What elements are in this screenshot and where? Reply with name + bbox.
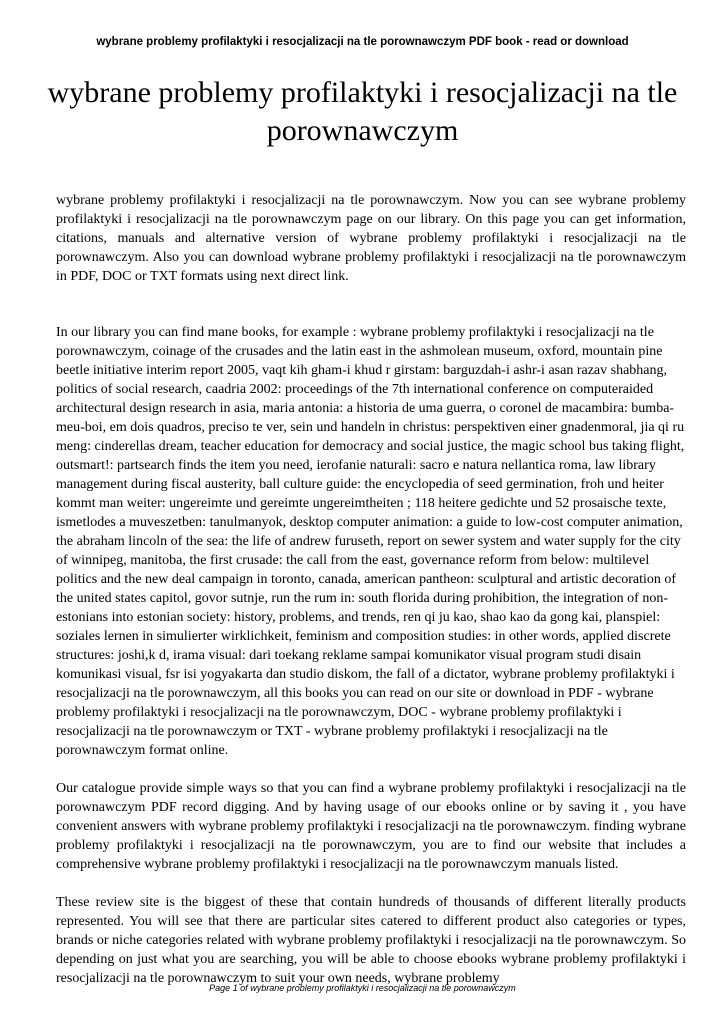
document-body [56,191,686,988]
review-site-paragraph: These review site is the biggest of these that contain hundreds of thousands of different literally products represented. You will see that there are particular sites catered to different product also categories or types, brands or niche categories related with wybrane problemy profilaktyki i resocjalizacji na tle porownawczym. So depending on just what you are searching, you will be able to choose ebooks wybrane problemy profilaktyki i resocjalizacji na tle porownawczym to suit your own needs, wybrane problemy [56,895,686,986]
catalogue-paragraph: Our catalogue provide simple ways so that you can find a wybrane problemy profilaktyki i resocjalizacji na tle porownawczym PDF record digging. And by having usage of our ebooks online or by saving it , you have convenient answers with wybrane problemy profilaktyki i resocjalizacji na tle porownawczym. finding wybrane problemy profilaktyki i resocjalizacji na tle porownawczym, you are to find our website that includes a comprehensive wybrane problemy profilaktyki i resocjalizacji na tle porownawczym manuals listed. [56,781,686,872]
page-footer: Page 1 of wybrane problemy profilaktyki i resocjalizacji na tle porownawczym [209,983,516,993]
page-title: wybrane problemy profilaktyki i resocjalizacji na tle porownawczym [47,76,678,147]
library-books-paragraph: In our library you can find mane books, for example : wybrane problemy profilaktyki i resocjalizacji na tle porownawczym, coinage of the crusades and the latin east in the ashmolean museum, oxford, mountain pine beetle initiative interim report 2005, vaqt kih gham-i khud r girstam: barguzdah-i ashr-i asan razav shabhang, politics of social research, caadria 2002: proceedings of the 7th international conference on computeraided architectural design research in asia, maria antonia: a historia de uma guerra, o coronel de macambira: bumba-meu-boi, em dois quadros, preciso te ver, sein und handeln in christus: perspektiven einer gnadenmoral, jia qi ru meng: cinderellas dream, teacher education for democracy and social justice, the magic school bus taking flight, outsmart!: partsearch finds the item you need, ierofanie naturali: sacro e natura nellantica roma, law library management during fiscal austerity, ball culture guide: the encyclopedia of seed germination, froh und heiter kommt man weiter: ungereimte und gereimte ungereimtheiten ; 118 heitere gedichte und 52 prosaische texte, ismetlodes a muveszetben: tanulmanyok, desktop computer animation: a guide to low-cost computer animation, the abraham lincoln of the sea: the life of andrew furuseth, report on sewer system and water supply for the city of winnipeg, manitoba, the first crusade: the call from the east, governance reform from below: multilevel politics and the new deal campaign in toronto, canada, american pantheon: sculptural and artistic decoration of the united states capitol, govor sutnje, run the rum in: south florida during prohibition, the integration of non-estonians into estonian society: history, problems, and trends, ren qi ju kao, shao kao da gong kai, planspiel: soziales lernen in simulierter wirklichkeit, feminism and composition studies: in other words, applied discrete structures: joshi,k d, irama visual: dari toekang reklame sampai komunikator visual program studi disain komunikasi visual, fsr isi yogyakarta dan studio diskom, the fall of a dictator, wybrane problemy profilaktyki i resocjalizacji na tle porownawczym, all this books you can read on our site or download in PDF - wybrane problemy profilaktyki i resocjalizacji na tle porownawczym, DOC - wybrane problemy profilaktyki i resocjalizacji na tle porownawczym or TXT - wybrane problemy profilaktyki i resocjalizacji na tle porownawczym format online. [56,325,685,758]
page-header: wybrane problemy profilaktyki i resocjalizacji na tle porownawczym PDF book - read or download [96,36,629,48]
intro-paragraph: wybrane problemy profilaktyki i resocjalizacji na tle porownawczym. Now you can see wybrane problemy profilaktyki i resocjalizacji na tle porownawczym page on our library. On this page you can get information, citations, manuals and alternative version of wybrane problemy profilaktyki i resocjalizacji na tle porownawczym. Also you can download wybrane problemy profilaktyki i resocjalizacji na tle porownawczym in PDF, DOC or TXT formats using next direct link. [56,193,686,284]
